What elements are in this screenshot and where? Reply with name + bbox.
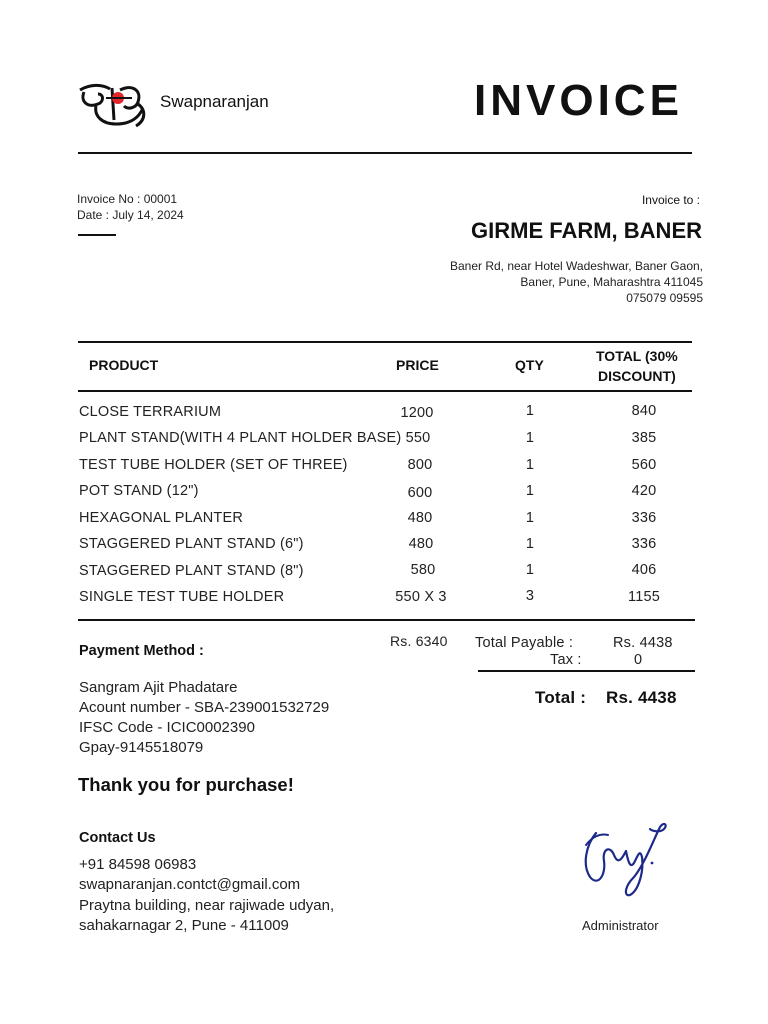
meta-divider (78, 234, 116, 236)
tax-value: 0 (634, 652, 643, 668)
row-total: 420 (631, 483, 657, 499)
handwritten-signature-icon (568, 815, 678, 905)
invoice-to-label: Invoice to : (641, 193, 700, 207)
total-payable-value: Rs. 4438 (613, 635, 673, 651)
row-qty: 1 (525, 430, 535, 446)
row-product: PLANT STAND(WITH 4 PLANT HOLDER BASE) (79, 430, 402, 446)
client-address-line1: Baner Rd, near Hotel Wadeshwar, Baner Gaon, (449, 259, 703, 273)
row-total: 336 (631, 536, 657, 552)
row-product: SINGLE TEST TUBE HOLDER (79, 589, 285, 605)
contact-phone: +91 84598 06983 (79, 856, 197, 873)
contact-email: swapnaranjan.contct@gmail.com (79, 876, 301, 893)
row-qty: 1 (525, 483, 535, 499)
row-total: 385 (631, 430, 657, 446)
row-qty: 1 (525, 457, 535, 473)
table-bottom-rule (78, 619, 695, 621)
row-qty: 1 (525, 536, 535, 552)
client-address-line2: Baner, Pune, Maharashtra 411045 (520, 275, 703, 289)
total-payable-label: Total Payable : (475, 635, 574, 651)
row-total: 840 (631, 403, 657, 419)
grand-total-value: Rs. 4438 (606, 688, 677, 707)
row-product: STAGGERED PLANT STAND (8") (79, 563, 304, 579)
header-divider (78, 152, 692, 154)
row-total: 336 (631, 510, 657, 526)
payment-account-name: Sangram Ajit Phadatare (79, 679, 238, 696)
payment-ifsc: IFSC Code - ICIC0002390 (79, 719, 255, 736)
column-header-total-line1: TOTAL (30% (596, 348, 678, 364)
client-name: GIRME FARM, BANER (471, 218, 702, 243)
swapnaranjan-logo-icon (76, 80, 150, 132)
grand-total-label: Total : (535, 688, 587, 707)
column-header-qty: QTY (515, 357, 544, 373)
row-total: 1155 (628, 589, 660, 605)
row-qty: 3 (525, 588, 535, 604)
column-header-price: PRICE (396, 357, 439, 373)
invoice-date: Date : July 14, 2024 (77, 208, 184, 222)
row-price: 580 (410, 562, 436, 578)
table-top-rule (78, 341, 692, 343)
row-total: 406 (631, 562, 657, 578)
payment-account-number: Acount number - SBA-239001532729 (79, 699, 330, 716)
contact-address-line2: sahakarnagar 2, Pune - 411009 (79, 917, 289, 934)
thank-you-message: Thank you for purchase! (78, 774, 294, 795)
row-price: 1200 (400, 405, 434, 421)
row-price: 480 (408, 536, 434, 552)
contact-title: Contact Us (79, 830, 156, 846)
row-qty: 1 (525, 510, 535, 526)
table-header-rule (78, 390, 692, 392)
row-price: 480 (407, 510, 433, 526)
row-price: 550 (405, 430, 431, 446)
row-product: HEXAGONAL PLANTER (79, 510, 244, 526)
signatory-role: Administrator (582, 918, 659, 933)
row-price: 800 (407, 457, 433, 473)
row-qty: 1 (525, 562, 535, 578)
row-total: 560 (631, 457, 657, 473)
tax-label: Tax : (550, 652, 582, 668)
row-product: POT STAND (12") (79, 483, 199, 499)
row-qty: 1 (525, 403, 535, 419)
client-phone: 075079 09595 (626, 291, 703, 305)
row-product: TEST TUBE HOLDER (SET OF THREE) (79, 457, 348, 473)
summary-rule (478, 670, 695, 672)
payment-method-label: Payment Method : (79, 643, 204, 659)
payment-gpay: Gpay-9145518079 (79, 739, 204, 756)
invoice-number: Invoice No : 00001 (77, 192, 178, 206)
column-header-product: PRODUCT (89, 357, 159, 373)
row-product: STAGGERED PLANT STAND (6") (79, 536, 304, 552)
row-price: 550 X 3 (395, 589, 447, 605)
contact-address-line1: Praytna building, near rajiwade udyan, (79, 897, 335, 914)
price-sum: Rs. 6340 (390, 633, 448, 649)
document-title: INVOICE (474, 76, 683, 125)
column-header-total-line2: DISCOUNT) (597, 368, 676, 384)
row-product: CLOSE TERRARIUM (79, 404, 222, 420)
brand-name: Swapnaranjan (160, 92, 269, 111)
column-header-total (596, 346, 678, 386)
row-price: 600 (407, 485, 433, 501)
